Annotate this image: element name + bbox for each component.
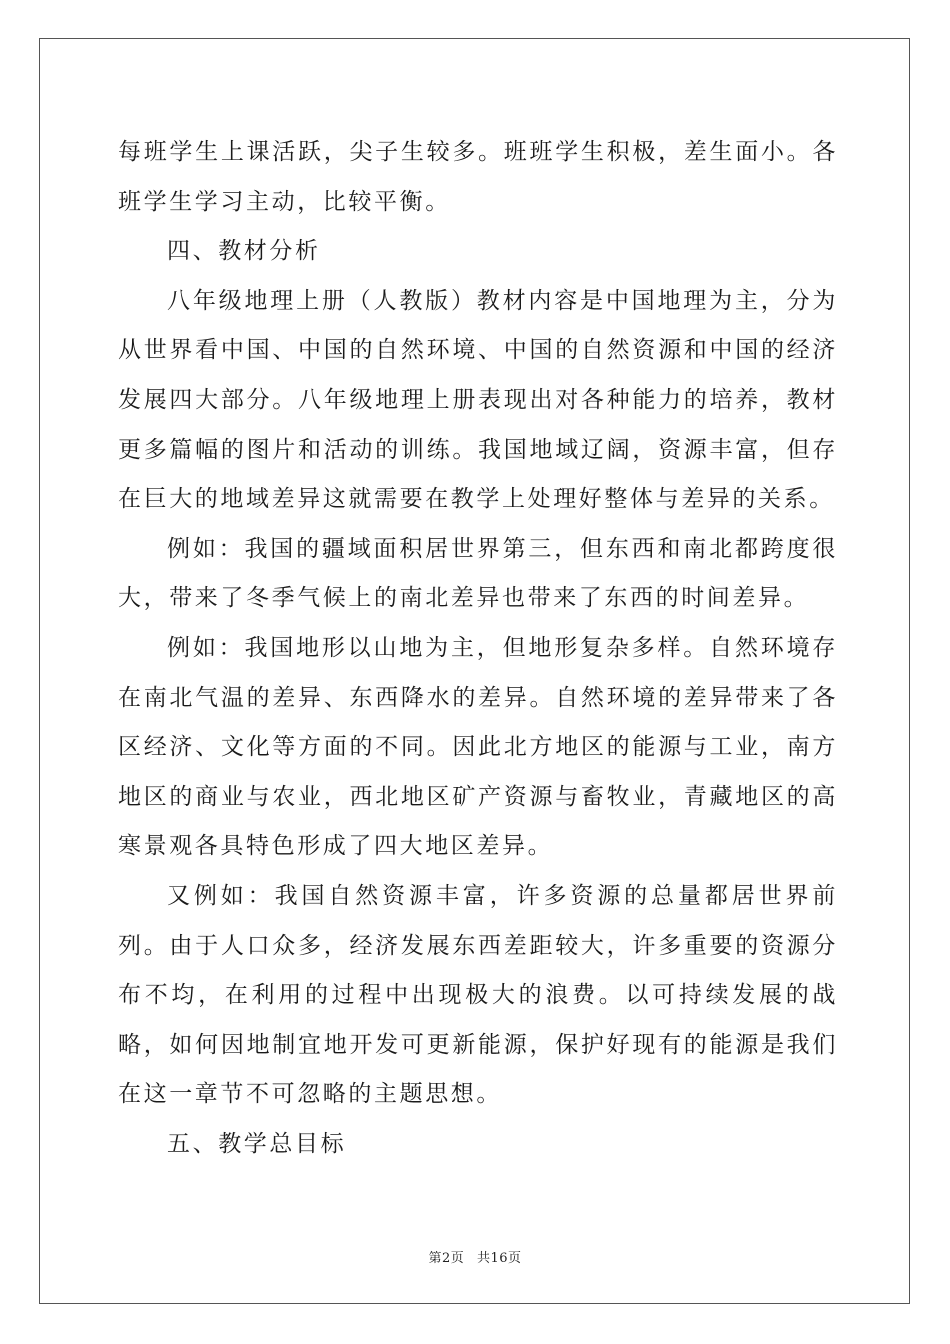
document-body: [118, 128, 838, 1169]
paragraph-textbook-content: 八年级地理上册（人教版）教材内容是中国地理为主，分为从世界看中国、中国的自然环境、中国的自然资源和中国的经济发展四大部分。八年级地理上册表现出对各种能力的培养，教材更多篇幅的图片和活动的训练。我国地域辽阔，资源丰富，但存在巨大的地域差异这就需要在教学上处理好整体与差异的关系。: [118, 287, 838, 513]
paragraph-example-territory: 例如：我国的疆域面积居世界第三，但东西和南北都跨度很大，带来了冬季气候上的南北差异也带来了东西的时间差异。: [118, 535, 838, 612]
heading-textbook-analysis: 四、教材分析: [167, 238, 321, 265]
page-total: 共16页: [476, 1251, 522, 1266]
paragraph-example-terrain: 例如：我国地形以山地为主，但地形复杂多样。自然环境存在南北气温的差异、东西降水的差异。自然环境的差异带来了各区经济、文化等方面的不同。因此北方地区的能源与工业，南方地区的商业与农业，西北地区矿产资源与畜牧业，青藏地区的高寒景观各具特色形成了四大地区差异。: [118, 634, 838, 860]
page-number: 第2页: [428, 1251, 465, 1266]
paragraph-class-status: 每班学生上课活跃，尖子生较多。班班学生积极，差生面小。各班学生学习主动，比较平衡。: [118, 139, 838, 215]
heading-teaching-goals: 五、教学总目标: [167, 1130, 347, 1157]
paragraph-example-resources: 又例如：我国自然资源丰富，许多资源的总量都居世界前列。由于人口众多，经济发展东西差距较大，许多重要的资源分布不均，在利用的过程中出现极大的浪费。以可持续发展的战略，如何因地制宜地开发可更新能源，保护好现有的能源是我们在这一章节不可忽略的主题思想。: [118, 882, 838, 1108]
page-footer: [0, 1247, 950, 1266]
